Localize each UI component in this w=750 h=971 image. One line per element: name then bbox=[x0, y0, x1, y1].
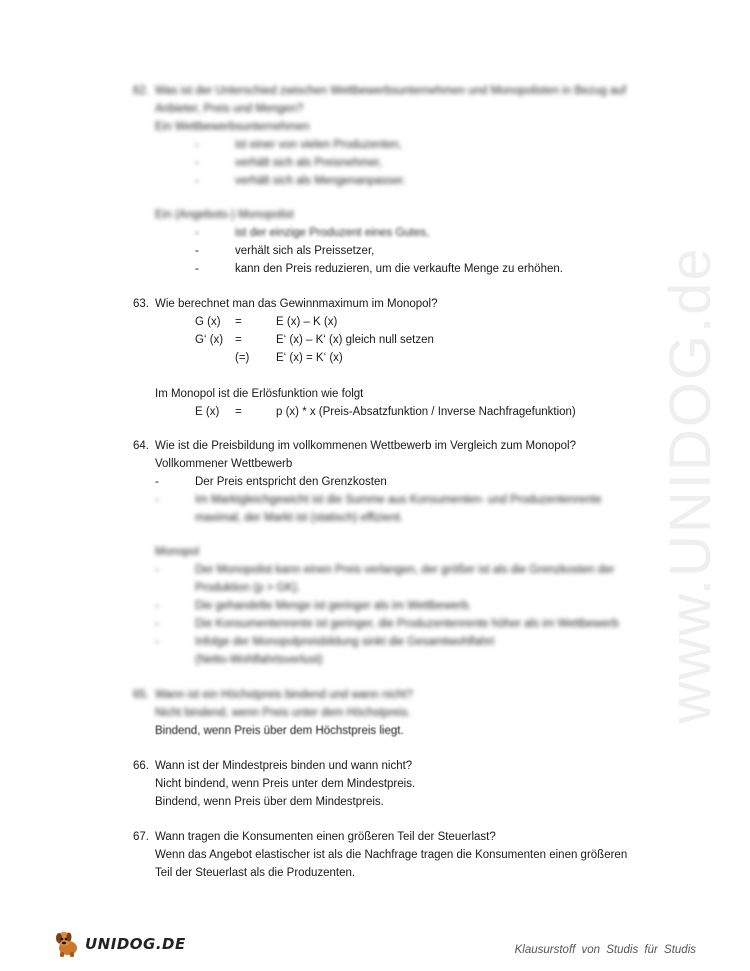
q64-mono-item: Die Konsumentenrente ist geringer, die Produzentenrente höher als im Wettbewerb bbox=[195, 618, 619, 630]
dash: - bbox=[195, 245, 199, 257]
q63-question: Wie berechnet man das Gewinnmaximum im Monopol? bbox=[155, 298, 438, 310]
q62-item: ist einer von vielen Produzenten, bbox=[235, 139, 402, 151]
q63-row-left: G (x) bbox=[195, 316, 221, 328]
dash: - bbox=[155, 476, 159, 488]
q63-row-right: E‘ (x) = K‘ (x) bbox=[276, 352, 343, 364]
unidog-logo bbox=[52, 930, 186, 958]
q65-line2: Bindend, wenn Preis über dem Höchstpreis liegt. bbox=[155, 725, 404, 737]
dash: - bbox=[195, 227, 199, 239]
q64-heading-wettbewerb: Vollkommener Wettbewerb bbox=[155, 458, 293, 470]
q62-number: 62. bbox=[133, 85, 149, 97]
q63-number: 63. bbox=[133, 298, 149, 310]
q63-formula-left: E (x) bbox=[195, 406, 220, 418]
dash: - bbox=[195, 139, 199, 151]
q64-mono-item: Der Monopolist kann einen Preis verlangen, der größer ist als die Grenzkosten der bbox=[195, 564, 615, 576]
q64-mono-item: Infolge der Monopolpreisbildung sinkt die Gesamtwohlfahrt bbox=[195, 636, 495, 648]
q62-item: kann den Preis reduzieren, um die verkaufte Menge zu erhöhen. bbox=[235, 263, 563, 275]
q67-question: Wann tragen die Konsumenten einen größeren Teil der Steuerlast? bbox=[155, 831, 496, 843]
q63-row-op: = bbox=[235, 334, 242, 346]
q64-number: 64. bbox=[133, 440, 149, 452]
q63-row-left: G‘ (x) bbox=[195, 334, 224, 346]
q66-question: Wann ist der Mindestpreis binden und wann nicht? bbox=[155, 760, 413, 772]
q67-number: 67. bbox=[133, 831, 149, 843]
q64-item-cont: maximal, der Markt ist (statisch) effizient. bbox=[195, 512, 404, 524]
q62-question-line2: Anbieter, Preis und Mengen? bbox=[155, 103, 304, 115]
q62-item: verhält sich als Mengenanpasser. bbox=[235, 175, 406, 187]
q63-row-op: (=) bbox=[235, 352, 250, 364]
dash: - bbox=[155, 564, 159, 576]
dash: - bbox=[195, 263, 199, 275]
q67-line1: Wenn das Angebot elastischer ist als die Nachfrage tragen die Konsumenten einen größeren bbox=[155, 849, 628, 861]
q62-heading-wettbewerb: Ein Wettbewerbsunternehmen bbox=[155, 121, 310, 133]
dash: - bbox=[195, 157, 199, 169]
q63-row-right: E‘ (x) – K‘ (x) gleich null setzen bbox=[276, 334, 434, 346]
dash: - bbox=[155, 636, 159, 648]
dash: - bbox=[155, 600, 159, 612]
watermark: www.UNIDOG.de bbox=[657, 246, 723, 724]
q65-number: 65. bbox=[133, 689, 149, 701]
q62-question-line1: Was ist der Unterschied zwischen Wettbewerbsunternehmen und Monopolisten in Bezug auf bbox=[155, 85, 627, 97]
dash: - bbox=[155, 618, 159, 630]
q63-row-right: E (x) – K (x) bbox=[276, 316, 338, 328]
q63-note: Im Monopol ist die Erlösfunktion wie folgt bbox=[155, 388, 364, 400]
q65-line1: Nicht bindend, wenn Preis unter dem Höchstpreis. bbox=[155, 707, 411, 719]
logo-text: UNIDOG.DE bbox=[85, 935, 186, 953]
q66-line1: Nicht bindend, wenn Preis unter dem Mindestpreis. bbox=[155, 778, 416, 790]
footer-tagline: Klausurstoff von Studis für Studis bbox=[514, 944, 696, 956]
dash: - bbox=[195, 175, 199, 187]
q62-heading-monopolist: Ein (Angebots-) Monopolist bbox=[155, 209, 294, 221]
q64-item: Im Marktgleichgewicht ist die Summe aus Konsumenten- und Produzentenrente bbox=[195, 494, 602, 506]
q64-heading-monopol: Monopol bbox=[155, 546, 200, 558]
q63-formula-right: p (x) * x (Preis-Absatzfunktion / Inverse Nachfragefunktion) bbox=[276, 406, 576, 418]
q64-question: Wie ist die Preisbildung im vollkommenen Wettbewerb im Vergleich zum Monopol? bbox=[155, 440, 576, 452]
q67-line2: Teil der Steuerlast als die Produzenten. bbox=[155, 867, 356, 879]
dog-icon bbox=[52, 930, 82, 958]
q66-number: 66. bbox=[133, 760, 149, 772]
q62-item: verhält sich als Preisnehmer, bbox=[235, 157, 383, 169]
q62-item: verhält sich als Preissetzer, bbox=[235, 245, 375, 257]
q64-mono-item: Die gehandelte Menge ist geringer als im Wettbewerb. bbox=[195, 600, 472, 612]
q62-item: ist der einzige Produzent eines Gutes, bbox=[235, 227, 430, 239]
q64-item: Der Preis entspricht den Grenzkosten bbox=[195, 476, 387, 488]
q63-formula-op: = bbox=[235, 406, 242, 418]
q64-mono-item-cont: (Netto-Wohlfahrtsverlust) bbox=[195, 654, 323, 666]
q63-row-op: = bbox=[235, 316, 242, 328]
q65-question: Wann ist ein Höchstpreis bindend und wann nicht? bbox=[155, 689, 413, 701]
dash: - bbox=[155, 494, 159, 506]
q66-line2: Bindend, wenn Preis über dem Mindestpreis. bbox=[155, 796, 384, 808]
q64-mono-item-cont: Produktion (p > GK). bbox=[195, 582, 301, 594]
